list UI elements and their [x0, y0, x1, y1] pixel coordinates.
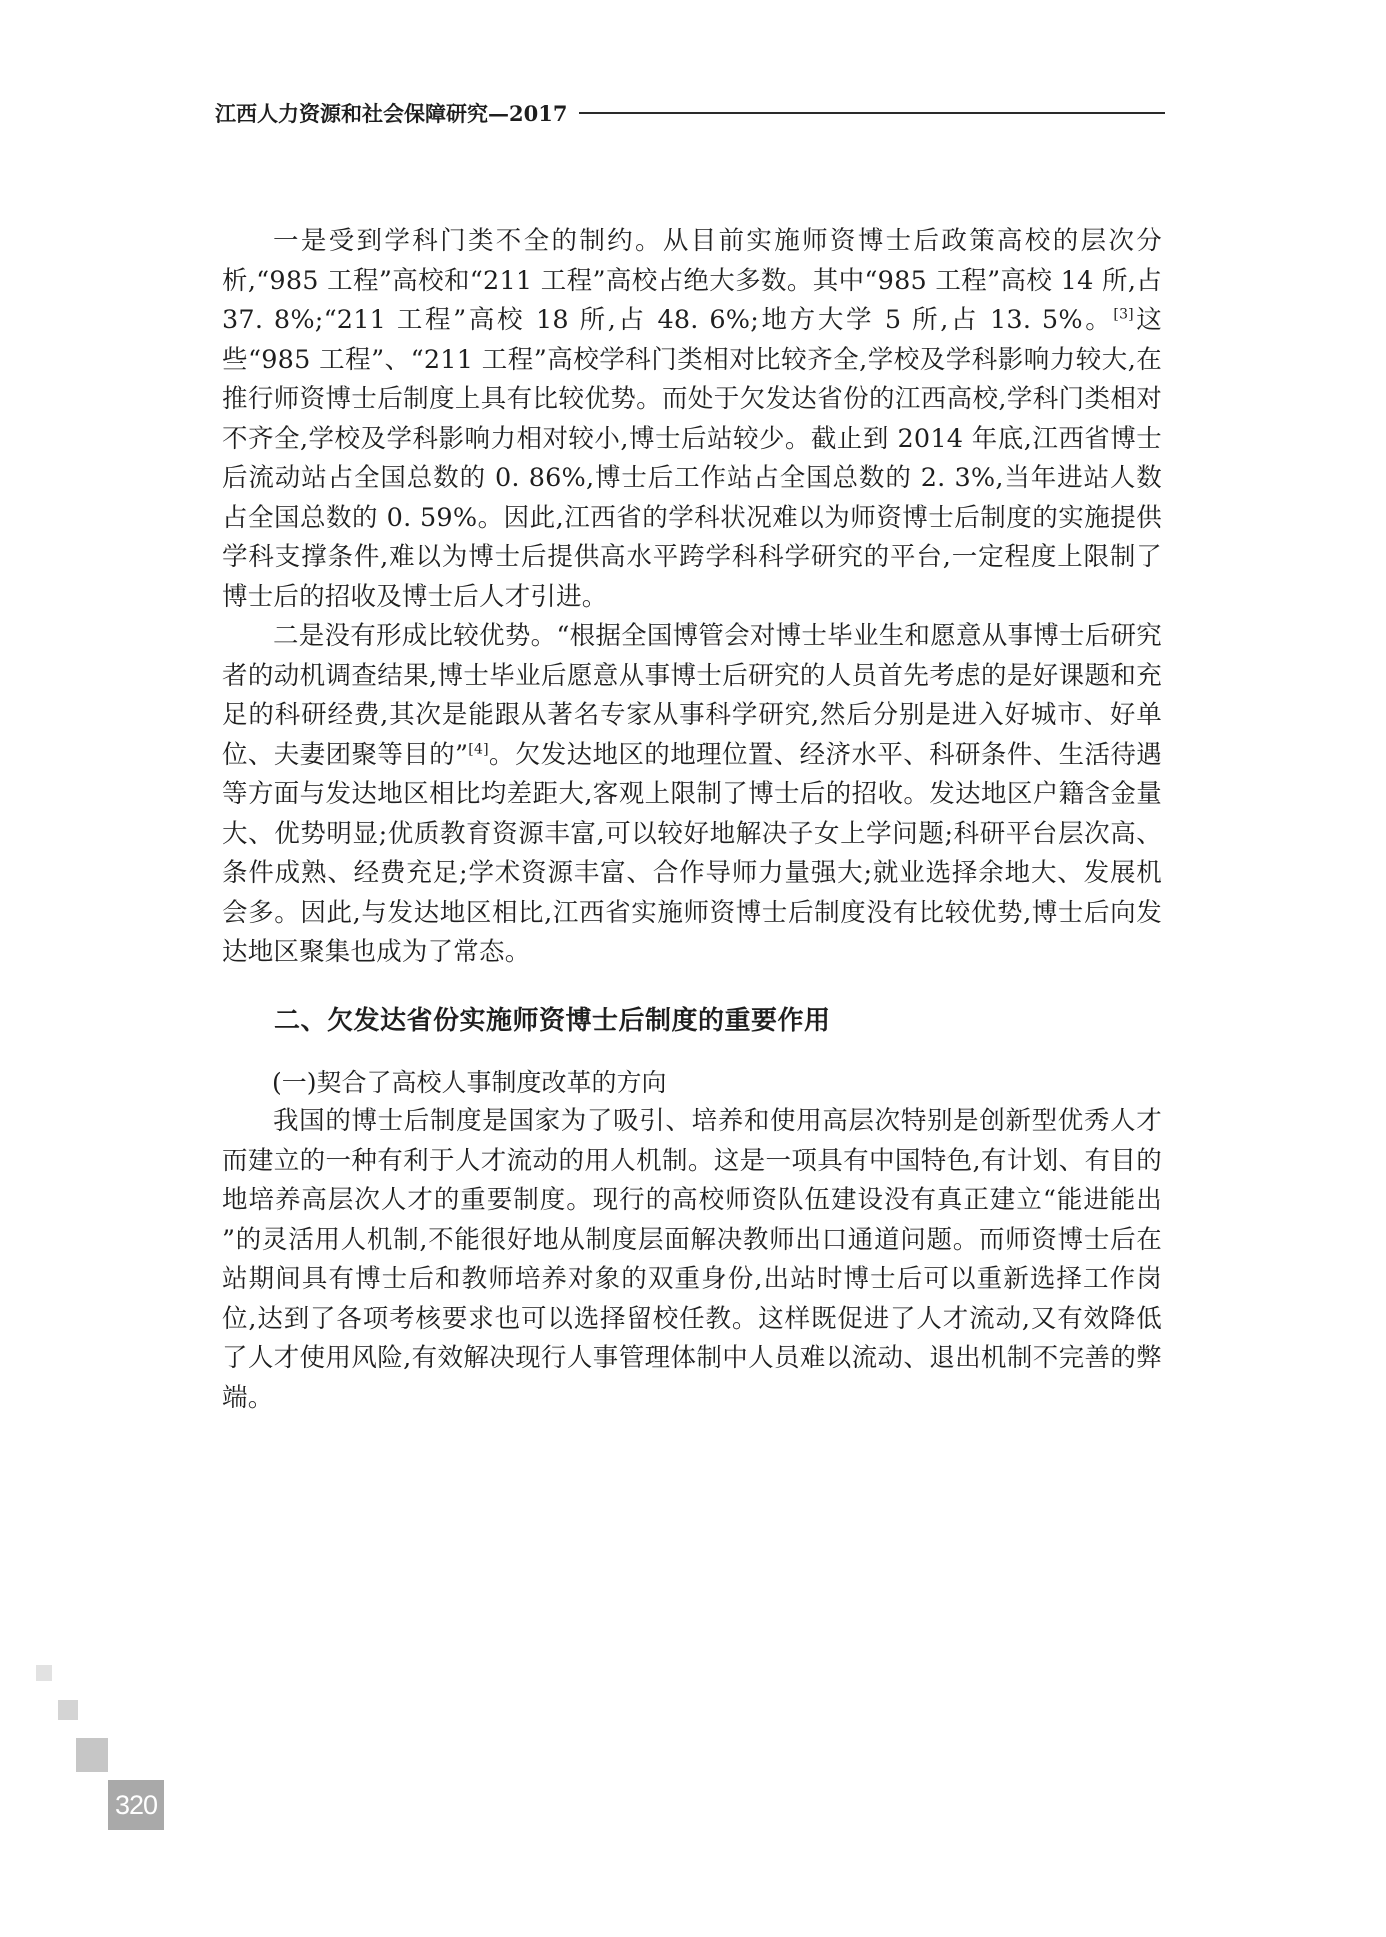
section-heading: 二、欠发达省份实施师资博士后制度的重要作用 — [274, 1005, 831, 1036]
page-number-box — [108, 1780, 164, 1830]
subsection-heading: (一)契合了高校人事制度改革的方向 — [272, 1067, 667, 1097]
paragraph-text: 二是没有形成比较优势。“根据全国博管会对博士毕业生和愿意从事博士后研究者的动机调查结果,博士毕业后愿意从事博士后研究的人员首先考虑的是好课题和充足的科研经费,其次是能跟从著名专家从事科学研究,然后分别是进入好城市、好单位、夫妻团聚等目的” — [222, 621, 1162, 770]
main-text — [222, 222, 1162, 1418]
decorative-square — [76, 1738, 108, 1772]
page-number: 320 — [114, 1789, 158, 1820]
paragraph-postdoc-system: 我国的博士后制度是国家为了吸引、培养和使用高层次特别是创新型优秀人才而建立的一种有利于人才流动的用人机制。这是一项具有中国特色,有计划、有目的地培养高层次人才的重要制度。现行的高校师资队伍建设没有真正建立“能进能出 ”的灵活用人机制,不能很好地从制度层面解决教师出口通道问题。而师资博士后在站期间具有博士后和教师培养对象的双重身份,出站时博士后可以重新选择工作岗位,达到了各项考核要求也可以选择留校任教。这样既促进了人才流动,又有效降低了人才使用风险,有效解决现行人事管理体制中人员难以流动、退出机制不完善的弊端。 — [222, 1106, 1162, 1413]
paragraph-text: 。欠发达地区的地理位置、经济水平、科研条件、生活待遇等方面与发达地区相比均差距大,客观上限制了博士后的招收。发达地区户籍含金量大、优势明显;优质教育资源丰富,可以较好地解决子女上学问题;科研平台层次高、条件成熟、经费充足;学术资源丰富、合作导师力量强大;就业选择余地大、发展机会多。因此,与发达地区相比,江西省实施师资博士后制度没有比较优势,博士后向发达地区聚集也成为了常态。 — [222, 739, 1162, 967]
running-header — [215, 93, 1165, 133]
paragraph-text: 这些“985 工程”、“211 工程”高校学科门类相对比较齐全,学校及学科影响力较大,在推行师资博士后制度上具有比较优势。而处于欠发达省份的江西高校,学科门类相对不齐全,学校及学科影响力相对较小,博士后站较少。截止到 2014 年底,江西省博士后流动站占全国总数的 0. 86%,博士后工作站占全国总数的 2. 3%,当年进站人数占全国总数的 0. 59%。因此,江西省的学科状况难以为师资博士后制度的实施提供学科支撑条件,难以为博士后提供高水平跨学科科学研究的平台,一定程度上限制了博士后的招收及博士后人才引进。 — [222, 305, 1163, 612]
header-rule — [579, 112, 1165, 114]
decorative-square — [58, 1700, 78, 1720]
citation-ref-4: [4] — [468, 741, 489, 757]
decorative-square — [36, 1665, 52, 1681]
paragraph-discipline-constraint — [222, 222, 1162, 617]
paragraph-comparative-advantage — [222, 617, 1162, 973]
citation-ref-3: [3] — [1113, 306, 1134, 323]
paragraph-text: 一是受到学科门类不全的制约。从目前实施师资博士后政策高校的层次分析,“985 工程”高校和“211 工程”高校占绝大多数。其中“985 工程”高校 14 所,占 37. 8%;“211 工程”高校 18 所,占 48. 6%;地方大学 5 所,占 13. 5%。 — [222, 226, 1162, 335]
running-header-title: 江西人力资源和社会保障研究—2017 — [215, 101, 568, 126]
